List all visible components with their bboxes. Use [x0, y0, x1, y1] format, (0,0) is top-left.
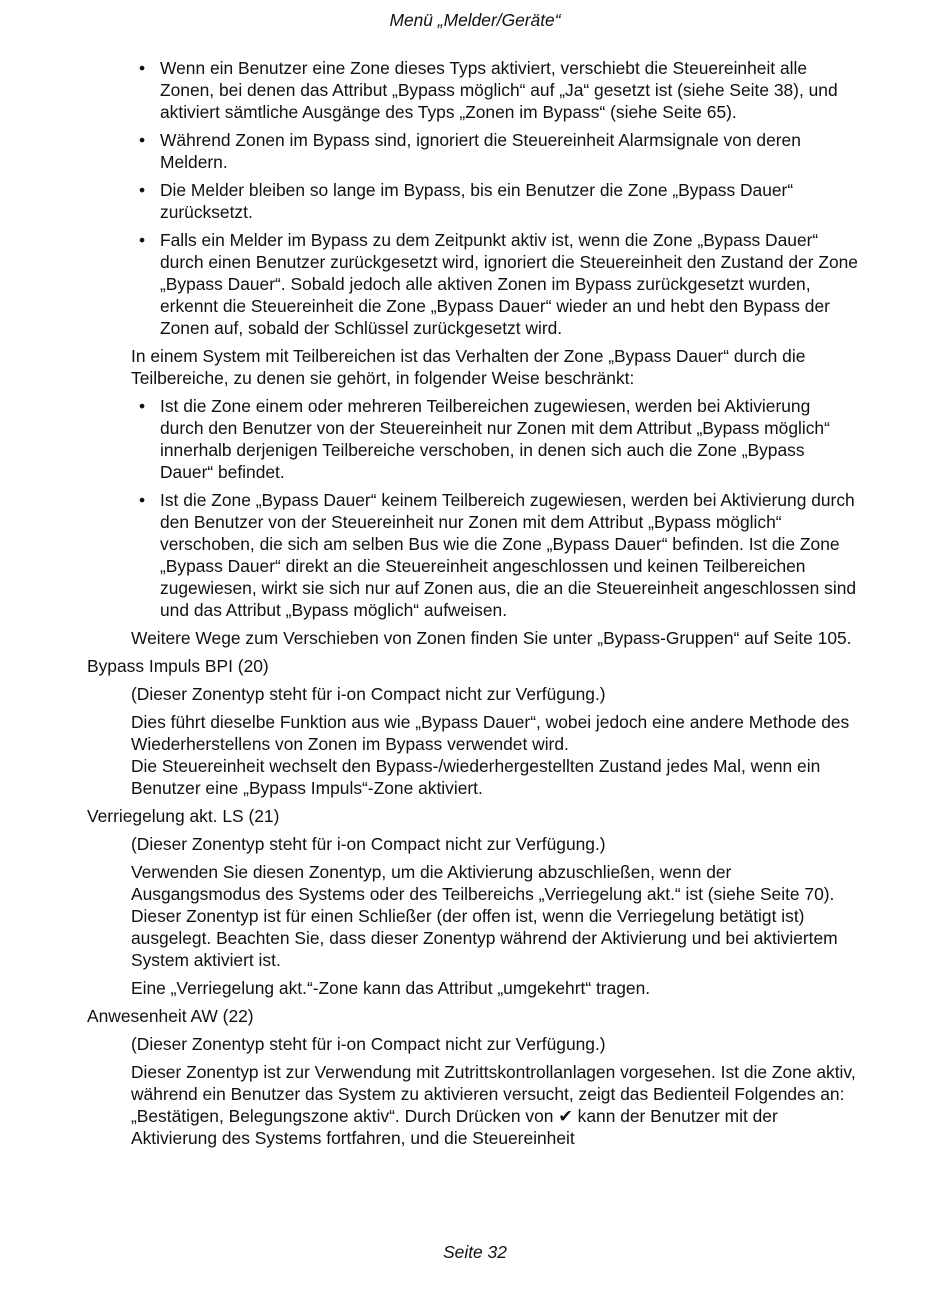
bullet-icon: •	[138, 490, 146, 510]
paragraph-teilbereiche: In einem System mit Teilbereichen ist das Verhalten der Zone „Bypass Dauer“ durch die Teilbereiche, zu denen sie gehört, in folgender Weise beschränkt:	[131, 346, 806, 388]
bullet-list-teilbereiche	[0, 395, 950, 621]
page-content	[0, 57, 950, 1155]
note-bpi: (Dieser Zonentyp steht für i-on Compact nicht zur Verfügung.)	[131, 684, 606, 704]
page-number: Seite 32	[443, 1242, 507, 1262]
paragraph-bpi-1: Dies führt dieselbe Funktion aus wie „Bypass Dauer“, wobei jedoch eine andere Methode des Wiederherstellens von Zonen im Bypass verwendet wird.	[131, 712, 850, 754]
paragraph-bpi-2: Die Steuereinheit wechselt den Bypass-/wiederhergestellten Zustand jedes Mal, wenn ein Benutzer eine „Bypass Impuls“-Zone aktiviert.	[131, 756, 821, 798]
page-header: Menü „Melder/Geräte“	[389, 10, 561, 30]
bullet-icon: •	[138, 180, 146, 200]
paragraph-ls-1: Verwenden Sie diesen Zonentyp, um die Aktivierung abzuschließen, wenn der Ausgangsmodus des Systems oder des Teilbereichs „Verriegelung akt.“ ist (siehe Seite 70). Dieser Zonentyp ist für einen Schließer (der offen ist, wenn die Verriegelung betätigt ist) ausgelegt. Beachten Sie, dass dieser Zonentyp während der Aktivierung und bei aktiviertem System aktiviert ist.	[131, 862, 838, 970]
list-item-text: Während Zonen im Bypass sind, ignoriert die Steuereinheit Alarmsignale von deren Meldern.	[160, 130, 801, 172]
list-item	[0, 129, 950, 173]
paragraph-weitere-wege: Weitere Wege zum Verschieben von Zonen finden Sie unter „Bypass-Gruppen“ auf Seite 105.	[131, 628, 852, 648]
section-heading-bpi: Bypass Impuls BPI (20)	[87, 656, 269, 676]
bullet-icon: •	[138, 396, 146, 416]
list-item	[0, 57, 950, 123]
list-item	[0, 229, 950, 339]
list-item	[0, 489, 950, 621]
paragraph-ls-2: Eine „Verriegelung akt.“-Zone kann das Attribut „umgekehrt“ tragen.	[131, 978, 651, 998]
section-heading-ls: Verriegelung akt. LS (21)	[87, 806, 280, 826]
list-item	[0, 395, 950, 483]
note-ls: (Dieser Zonentyp steht für i-on Compact nicht zur Verfügung.)	[131, 834, 606, 854]
list-item-text: Die Melder bleiben so lange im Bypass, bis ein Benutzer die Zone „Bypass Dauer“ zurücksetzt.	[160, 180, 794, 222]
list-item-text: Ist die Zone einem oder mehreren Teilbereichen zugewiesen, werden bei Aktivierung durch den Benutzer von der Steuereinheit nur Zonen mit dem Attribut „Bypass möglich“ innerhalb derjenigen Teilbereiche verschoben, in denen sich auch die Zone „Bypass Dauer“ befindet.	[160, 396, 830, 482]
list-item-text: Falls ein Melder im Bypass zu dem Zeitpunkt aktiv ist, wenn die Zone „Bypass Dauer“ durch einen Benutzer zurückgesetzt wird, ignoriert die Steuereinheit den Zustand der Zone „Bypass Dauer“. Sobald jedoch alle aktiven Zonen im Bypass zurückgesetzt wurden, erkennt die Steuereinheit die Zone „Bypass Dauer“ wieder an und hebt den Bypass der Zonen auf, sobald der Schlüssel zurückgesetzt wird.	[160, 230, 858, 338]
bullet-icon: •	[138, 230, 146, 250]
list-item-text: Wenn ein Benutzer eine Zone dieses Typs aktiviert, verschiebt die Steuereinheit alle Zonen, bei denen das Attribut „Bypass möglich“ auf „Ja“ gesetzt ist (siehe Seite 38), und aktiviert sämtliche Ausgänge des Typs „Zonen im Bypass“ (siehe Seite 65).	[160, 58, 838, 122]
bullet-icon: •	[138, 130, 146, 150]
note-aw: (Dieser Zonentyp steht für i-on Compact nicht zur Verfügung.)	[131, 1034, 606, 1054]
list-item	[0, 179, 950, 223]
list-item-text: Ist die Zone „Bypass Dauer“ keinem Teilbereich zugewiesen, werden bei Aktivierung durch den Benutzer von der Steuereinheit nur Zonen mit dem Attribut „Bypass möglich“ verschoben, die sich am selben Bus wie die Zone „Bypass Dauer“ befinden. Ist die Zone „Bypass Dauer“ direkt an die Steuereinheit angeschlossen und keinen Teilbereichen zugewiesen, wirkt sie sich nur auf Zonen aus, die an die Steuereinheit angeschlossen sind und das Attribut „Bypass möglich“ aufweisen.	[160, 490, 857, 620]
paragraph-aw-1: Dieser Zonentyp ist zur Verwendung mit Zutrittskontrollanlagen vorgesehen. Ist die Zone aktiv, während ein Benutzer das System zu aktivieren versucht, zeigt das Bedienteil Folgendes an: „Bestätigen, Belegungszone aktiv“. Durch Drücken von ✔ kann der Benutzer mit der Aktivierung des Systems fortfahren, und die Steuereinheit	[131, 1062, 856, 1148]
bullet-list-bypass-behaviour	[0, 57, 950, 339]
bullet-icon: •	[138, 58, 146, 78]
section-heading-aw: Anwesenheit AW (22)	[87, 1006, 254, 1026]
